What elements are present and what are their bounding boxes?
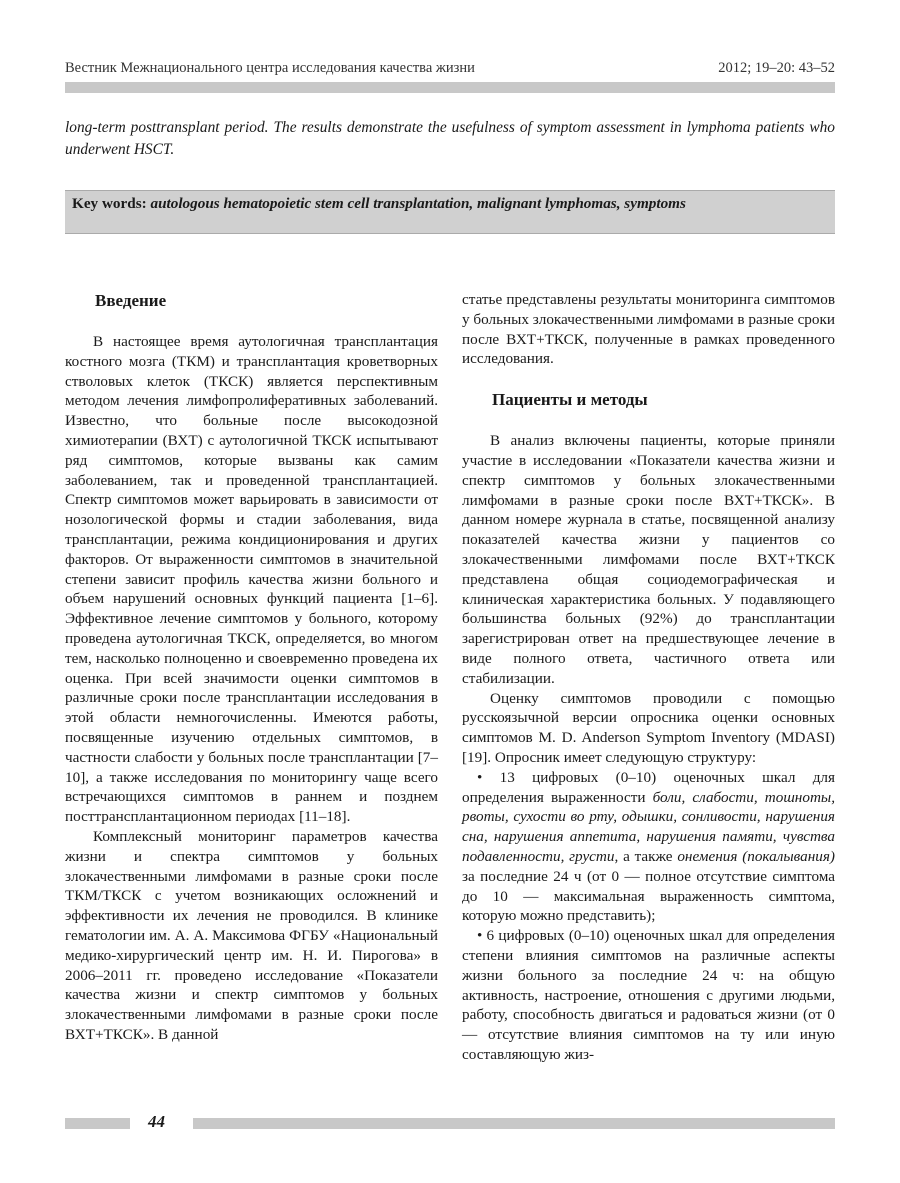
- page-number: 44: [148, 1112, 165, 1131]
- bullet-text: , а также: [614, 847, 678, 865]
- bullet-item: • 6 цифровых (0–10) оценочных шкал для определения степени влияния симптомов на различные аспекты жизни больного за последние 24 ч: на общую активность, настроение, отношения с другими людьми, работу, способность двигаться и радоваться жизни (от 0 — отсутствие влияния симптомов на ту или иную составляющую жиз-: [462, 927, 835, 1063]
- keywords-label: Key words:: [72, 195, 147, 212]
- journal-title: Вестник Межнационального центра исследования качества жизни: [65, 60, 475, 76]
- paragraph: статье представлены результаты мониторинга симптомов у больных злокачественными лимфомами в разные сроки после ВХТ+ТКСК, полученные в рамках проведенного исследования.: [462, 291, 835, 368]
- header-rule: [65, 82, 835, 93]
- keywords-value: autologous hematopoietic stem cell transplantation, malignant lymphomas, symptoms: [150, 195, 686, 212]
- bullet-text: за последние 24 ч (от 0 — полное отсутствие симптома до 10 — максимальная выраженность симптома, которую можно представить);: [462, 867, 835, 925]
- bullet-symptom-numbness: онемения (покалывания): [677, 847, 835, 865]
- abstract-continuation: long-term posttransplant period. The results demonstrate the usefulness of symptom assessment in lymphoma patients who underwent HSCT.: [65, 119, 835, 158]
- bullet-symptoms: боли, слабости, тошноты, рвоты, сухости во рту, одышки, сонливости, нарушения сна, нарушения аппетита, нарушения памяти, чувства подавленности, грусти: [462, 788, 835, 865]
- section-heading-methods: Пациенты и методы: [492, 390, 648, 410]
- keywords-box: [65, 190, 835, 234]
- issue-citation: 2012; 19–20: 43–52: [718, 60, 835, 76]
- running-header: [65, 60, 835, 80]
- bullet-text: • 13 цифровых (0–10) оценочных шкал для определения выраженности: [462, 768, 835, 806]
- paragraph: В настоящее время аутологичная трансплантация костного мозга (ТКМ) и трансплантация кроветворных стволовых клеток (ТКСК) является перспективным методом лечения лимфопролиферативных заболеваний. Известно, что больные после высокодозной химиотерапии (ВХТ) с аутологичной ТКСК испытывают ряд симптомов, которые вызваны как самим заболеванием, так и проведенной трансплантацией. Спектр симптомов может варьировать в зависимости от нозологической формы и стадии заболевания, вида трансплантации, режима кондиционирования и других факторов. От выраженности симптомов в значительной степени зависит профиль качества жизни больного и объем нарушений основных функций пациента [1–6]. Эффективное лечение симптомов у больного, которому проведена аутологичная ТКСК, определяется, во многом тем, насколько полноценно и своевременно проведена их оценка. При всей значимости оценки симптомов в различные сроки после трансплантации исследования в этой области немногочисленны. Имеются работы, посвященные изучению отдельных симптомов, в частности слабости у больных после трансплантации [7–10], а также исследования по мониторингу чаще всего встречающихся симптомов в раннем и позднем посттрансплантационном периодах [11–18].: [65, 333, 438, 826]
- section-heading-introduction: Введение: [95, 291, 167, 310]
- paragraph: В анализ включены пациенты, которые приняли участие в исследовании «Показатели качества жизни и спектр симптомов у больных злокачественными лимфомами в разные сроки после ВХТ+ТКСК». В данном номере журнала в статье, посвященной анализу показателей качества жизни у пациентов со злокачественными лимфомами после ВХТ+ТКСК представлена общая социодемографическая и клиническая характеристика больных. У подавляющего большинства больных (92%) до трансплантации зарегистрирован ответ на предшествующее лечение в виде полного ответа, частичного ответа или стабилизации.: [462, 432, 835, 687]
- footer-rule-right: [193, 1118, 835, 1129]
- paragraph: Комплексный мониторинг параметров качества жизни и спектра симптомов у больных злокачественными лимфомами в разные сроки после ТКМ/ТКСК с учетом возникающих осложнений и эффективности их лечения не проводился. В клинике гематологии им. А. А. Максимова ФГБУ «Национальный медико-хирургический центр им. Н. И. Пирогова» в 2006–2011 гг. проведено исследование «Показатели качества жизни и спектр симптомов у больных злокачественными лимфомами в разные сроки после ВХТ+ТКСК». В данной: [65, 827, 438, 1043]
- left-column: [65, 290, 438, 1045]
- bullet-item: [462, 768, 835, 926]
- footer-rule-left: [65, 1118, 130, 1129]
- paragraph: Оценку симптомов проводили с помощью русскоязычной версии опросника оценки основных симптомов M. D. Anderson Symptom Inventory (MDASI) [19]. Опросник имеет следующую структуру:: [462, 689, 835, 766]
- right-column: [462, 290, 835, 1065]
